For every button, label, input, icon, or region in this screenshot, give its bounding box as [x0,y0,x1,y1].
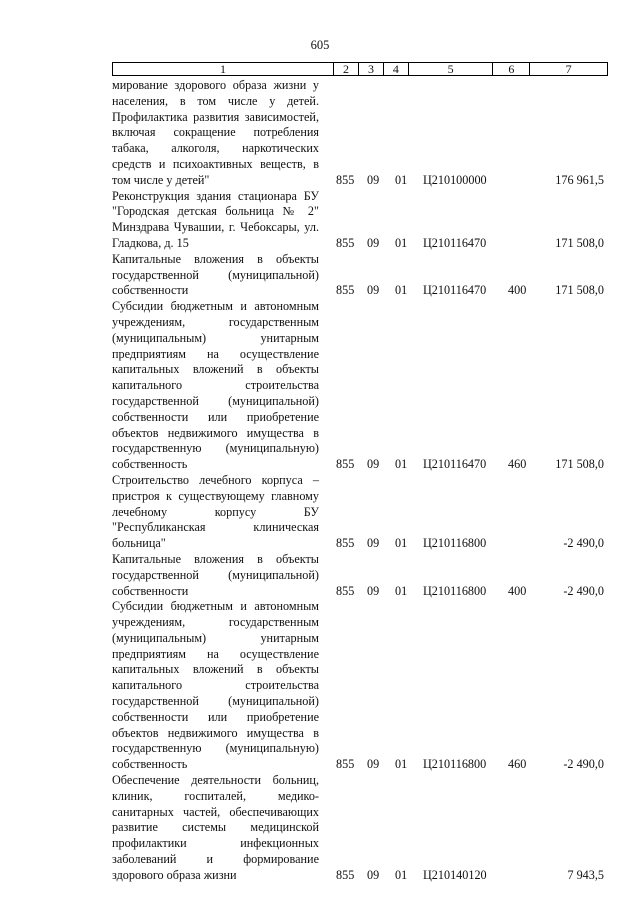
section-code: 09 [367,867,380,882]
target-article-code: Ц210116470 [423,283,487,298]
column-header-1: 1 [113,63,334,75]
column-header-5: 5 [409,63,494,75]
table-row [112,599,608,773]
column-header-2: 2 [334,63,359,75]
table-row [112,189,608,252]
admin-code: 855 [336,757,355,772]
target-article-code: Ц210116800 [423,583,487,598]
column-header-4: 4 [384,63,409,75]
subsection-code: 01 [395,172,408,187]
subsection-code: 01 [395,283,408,298]
admin-code: 855 [336,867,355,882]
row-description: Строительство лечебного корпуса – пристроя к существующему главному лечебному корпусу БУ "Республиканская клиническая больница" [112,472,319,551]
row-description: Капитальные вложения в объекты государственной (муниципальной) собственности [112,551,319,598]
row-description: Субсидии бюджетным и автономным учреждениям, государственным (муниципальным) унитарным предприятиям на осуществление капитальных вложений в объекты капитального строительства государственной (муниципальной) собственности или приобретение объектов недвижимого имущества в государственную (муниципальную) собственность [112,299,319,472]
page-number: 605 [310,38,330,52]
admin-code: 855 [336,283,355,298]
amount: -2 490,0 [563,757,604,772]
amount: -2 490,0 [563,536,604,551]
section-code: 09 [367,583,380,598]
section-code: 09 [367,172,380,187]
table-row [112,78,608,189]
row-description: Реконструкция здания стационара БУ "Городская детская больница № 2" Минздрава Чувашии, г. Чебоксары, ул. Гладкова, д. 15 [112,188,319,250]
target-article-code: Ц210116800 [423,757,487,772]
table-row [112,552,608,599]
subsection-code: 01 [395,583,408,598]
table-row [112,299,608,473]
target-article-code: Ц210140120 [423,867,487,882]
section-code: 09 [367,235,380,250]
column-header-3: 3 [359,63,384,75]
section-code: 09 [367,283,380,298]
section-code: 09 [367,536,380,551]
amount: 171 508,0 [555,283,604,298]
target-article-code: Ц210116800 [423,536,487,551]
amount: -2 490,0 [563,583,604,598]
admin-code: 855 [336,457,355,472]
row-description: Капитальные вложения в объекты государственной (муниципальной) собственности [112,251,319,298]
expense-type-code: 400 [508,583,527,598]
table-body [112,78,608,884]
subsection-code: 01 [395,536,408,551]
column-header-6: 6 [493,63,530,75]
amount: 7 943,5 [567,867,604,882]
subsection-code: 01 [395,235,408,250]
table-row [112,773,608,884]
expense-type-code: 400 [508,283,527,298]
row-description: мирование здорового образа жизни у населения, в том числе у детей. Профилактика развития зависимостей, включая сокращение потребления табака, алкоголя, наркотических средств и психоактивных веществ, в том числе у детей" [112,78,319,187]
subsection-code: 01 [395,457,408,472]
target-article-code: Ц210116470 [423,235,487,250]
expense-type-code: 460 [508,757,527,772]
target-article-code: Ц210100000 [423,172,487,187]
amount: 171 508,0 [555,457,604,472]
section-code: 09 [367,457,380,472]
row-description: Обеспечение деятельности больниц, клиник, госпиталей, медико-санитарных частей, обеспечивающих развитие системы медицинской профилактики инфекционных заболеваний и формирование здорового образа жизни [112,773,319,882]
expense-type-code: 460 [508,457,527,472]
column-header-7: 7 [565,62,572,76]
admin-code: 855 [336,235,355,250]
subsection-code: 01 [395,757,408,772]
table-header [112,62,608,76]
subsection-code: 01 [395,867,408,882]
amount: 171 508,0 [555,235,604,250]
admin-code: 855 [336,583,355,598]
amount: 176 961,5 [555,172,604,187]
table-row [112,473,608,552]
admin-code: 855 [336,536,355,551]
target-article-code: Ц210116470 [423,457,487,472]
row-description: Субсидии бюджетным и автономным учреждениям, государственным (муниципальным) унитарным предприятиям на осуществление капитальных вложений в объекты капитального строительства государственной (муниципальной) собственности или приобретение объектов недвижимого имущества в государственную (муниципальную) собственность [112,599,319,772]
section-code: 09 [367,757,380,772]
admin-code: 855 [336,172,355,187]
table-row [112,252,608,299]
